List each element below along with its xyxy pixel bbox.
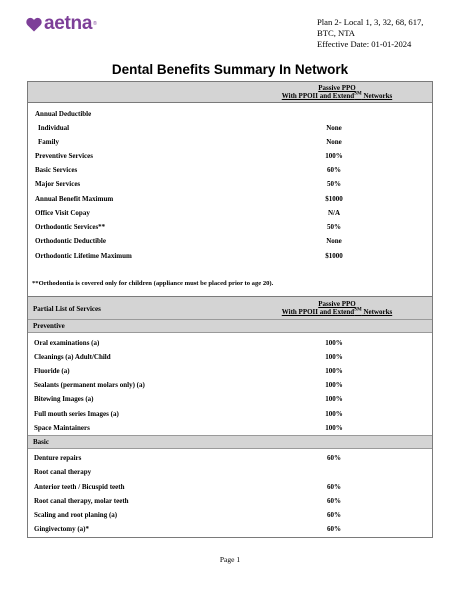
plan-networks: [262, 308, 412, 316]
row-label: Basic Services: [35, 166, 78, 174]
row-label: Root canal therapy: [34, 468, 92, 476]
row-value: 50%: [327, 223, 341, 231]
row-value: 100%: [325, 381, 343, 389]
row-label: Orthodontic Deductible: [35, 237, 106, 245]
page-number: Page 1: [219, 555, 241, 564]
networks-text: With PPOII and Extend: [281, 308, 355, 316]
row-label: Office Visit Copay: [35, 209, 90, 217]
section-heading-text: Basic: [33, 438, 49, 446]
row-label: Orthodontic Lifetime Maximum: [35, 252, 132, 260]
row-value: 60%: [327, 525, 341, 533]
effective-date: Effective Date: 01-01-2024: [317, 39, 412, 49]
row-value: 50%: [327, 180, 341, 188]
row-label: Oral examinations (a): [34, 339, 100, 347]
logo-registered-mark: ®: [93, 21, 97, 27]
aetna-logo: [26, 15, 97, 33]
row-label: Sealants (permanent molars only) (a): [34, 381, 145, 389]
row-value: 100%: [325, 395, 343, 403]
table-header: [28, 82, 432, 103]
plan-info-line: Plan 2- Local 1, 3, 32, 68, 617,: [317, 17, 424, 27]
row-value: 100%: [325, 367, 343, 375]
networks-text: With PPOII and Extend: [281, 92, 355, 100]
row-label: Bitewing Images (a): [34, 395, 94, 403]
row-label: Preventive Services: [35, 152, 93, 160]
row-value: 60%: [327, 166, 341, 174]
row-label: Anterior teeth / Bicuspid teeth: [34, 483, 125, 491]
plan-info-line: BTC, NTA: [317, 28, 355, 38]
services-header-label: Partial List of Services: [33, 305, 101, 313]
row-label: Annual Deductible: [35, 110, 92, 118]
plan-networks: [262, 92, 412, 100]
row-value: 100%: [325, 152, 343, 160]
row-label: Individual: [38, 124, 70, 132]
row-value: N/A: [327, 209, 341, 217]
row-label: Full mouth series Images (a): [34, 410, 119, 418]
plan-column-header: [262, 300, 412, 316]
row-value: None: [326, 124, 342, 132]
row-label: Fluoride (a): [34, 367, 70, 375]
row-value: 100%: [325, 353, 343, 361]
plan-name: Passive PPO: [318, 84, 356, 92]
plan-info: [317, 17, 457, 50]
benefits-summary-table: [27, 81, 433, 298]
row-value: 60%: [327, 511, 341, 519]
row-value: 60%: [327, 483, 341, 491]
row-value: 60%: [327, 497, 341, 505]
section-heading-basic: [28, 435, 432, 449]
logo-wordmark: aetna: [44, 13, 93, 34]
row-label: Cleanings (a) Adult/Child: [34, 353, 111, 361]
row-label: Gingivectomy (a)*: [34, 525, 90, 533]
service-mark: SM: [354, 307, 362, 313]
row-label: Space Maintainers: [34, 424, 90, 432]
row-value: 100%: [325, 410, 343, 418]
networks-suffix: Networks: [361, 92, 393, 100]
heart-icon: [26, 17, 42, 32]
row-label: Denture repairs: [34, 454, 82, 462]
row-label: Root canal therapy, molar teeth: [34, 497, 129, 505]
table-header: [28, 297, 432, 320]
row-value: $1000: [325, 252, 343, 260]
services-table: [27, 296, 433, 538]
plan-column-header: [262, 84, 412, 100]
row-value: 100%: [325, 339, 343, 347]
networks-suffix: Networks: [361, 308, 393, 316]
row-value: None: [326, 237, 342, 245]
row-label: Orthodontic Services**: [35, 223, 106, 231]
row-label: Annual Benefit Maximum: [35, 195, 114, 203]
page-title: Dental Benefits Summary In Network: [111, 62, 349, 77]
row-label: Family: [38, 138, 59, 146]
row-value: $1000: [325, 195, 343, 203]
row-value: 60%: [327, 454, 341, 462]
row-value: 100%: [325, 424, 343, 432]
row-label: Major Services: [35, 180, 81, 188]
row-value: None: [326, 138, 342, 146]
row-label: Scaling and root planing (a): [34, 511, 118, 519]
orthodontia-footnote: **Orthodontia is covered only for children (appliance must be placed prior to age 20).: [32, 280, 274, 287]
service-mark: SM: [354, 91, 362, 97]
section-heading-text: Preventive: [33, 322, 65, 330]
plan-name: Passive PPO: [318, 300, 356, 308]
section-heading-preventive: [28, 319, 432, 333]
